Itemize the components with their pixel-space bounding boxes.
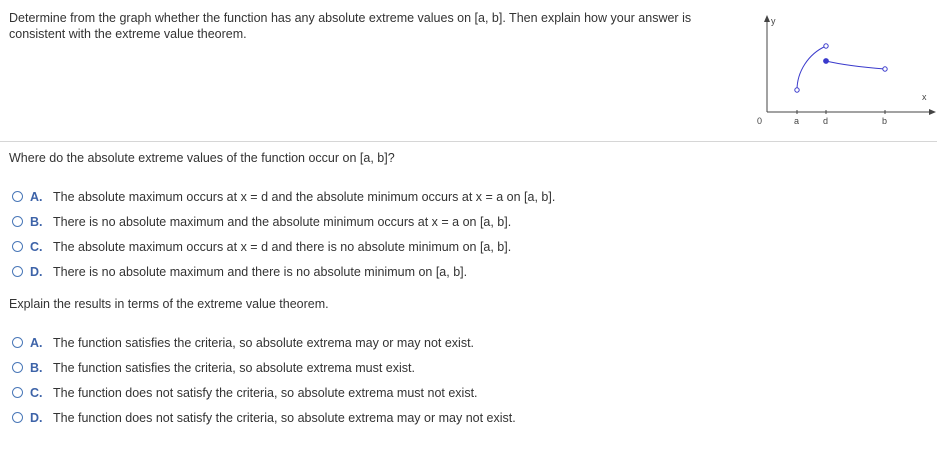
option-letter: B. bbox=[30, 214, 43, 229]
curve-left-piece bbox=[797, 46, 826, 90]
radio-button[interactable] bbox=[12, 216, 23, 227]
radio-button[interactable] bbox=[12, 337, 23, 348]
option-letter: D. bbox=[30, 410, 43, 425]
closed-point-at-d bbox=[824, 59, 829, 64]
part1-option-b[interactable] bbox=[12, 209, 555, 234]
open-point-at-b bbox=[883, 67, 887, 71]
option-letter: D. bbox=[30, 264, 43, 279]
radio-button[interactable] bbox=[12, 241, 23, 252]
option-letter: A. bbox=[30, 335, 43, 350]
radio-button[interactable] bbox=[12, 412, 23, 423]
x-axis-arrow bbox=[929, 109, 936, 115]
option-letter: A. bbox=[30, 189, 43, 204]
part1-prompt: Where do the absolute extreme values of the function occur on [a, b]? bbox=[9, 151, 395, 165]
part1-options bbox=[12, 184, 555, 284]
option-text: The absolute maximum occurs at x = d and there is no absolute minimum on [a, b]. bbox=[53, 239, 512, 254]
option-text: There is no absolute maximum and the absolute minimum occurs at x = a on [a, b]. bbox=[53, 214, 512, 229]
function-graph bbox=[752, 10, 937, 130]
radio-button[interactable] bbox=[12, 191, 23, 202]
option-text: The function satisfies the criteria, so absolute extrema may or may not exist. bbox=[53, 335, 475, 350]
question-text: Determine from the graph whether the function has any absolute extreme values on [a, b]. Then explain how your answer is consistent with the extreme value theorem. bbox=[9, 11, 692, 41]
open-point-at-d-top bbox=[824, 44, 828, 48]
radio-button[interactable] bbox=[12, 387, 23, 398]
part2-prompt: Explain the results in terms of the extreme value theorem. bbox=[9, 297, 329, 311]
section-divider bbox=[0, 141, 937, 142]
option-text: The function does not satisfy the criteria, so absolute extrema must not exist. bbox=[53, 385, 478, 400]
option-letter: C. bbox=[30, 385, 43, 400]
tick-a-label: a bbox=[794, 116, 800, 126]
open-point-at-a bbox=[795, 88, 799, 92]
option-text: The absolute maximum occurs at x = d and the absolute minimum occurs at x = a on [a, b]. bbox=[53, 189, 556, 204]
option-text: The function does not satisfy the criteria, so absolute extrema may or may not exist. bbox=[53, 410, 516, 425]
x-axis-label: x bbox=[922, 92, 927, 102]
option-text: The function satisfies the criteria, so absolute extrema must exist. bbox=[53, 360, 415, 375]
option-letter: B. bbox=[30, 360, 43, 375]
part2-options bbox=[12, 330, 516, 430]
tick-d-label: d bbox=[823, 116, 829, 126]
part1-option-c[interactable] bbox=[12, 234, 555, 259]
part1-option-d[interactable] bbox=[12, 259, 555, 284]
y-axis-arrow bbox=[764, 15, 770, 22]
option-text: There is no absolute maximum and there is no absolute minimum on [a, b]. bbox=[53, 264, 468, 279]
radio-button[interactable] bbox=[12, 362, 23, 373]
part2-option-a[interactable] bbox=[12, 330, 516, 355]
tick-b-label: b bbox=[882, 116, 888, 126]
curve-right-piece bbox=[826, 61, 885, 69]
part2-option-c[interactable] bbox=[12, 380, 516, 405]
part1-option-a[interactable] bbox=[12, 184, 555, 209]
part2-option-b[interactable] bbox=[12, 355, 516, 380]
radio-button[interactable] bbox=[12, 266, 23, 277]
part2-option-d[interactable] bbox=[12, 405, 516, 430]
y-axis-label: y bbox=[771, 16, 776, 26]
origin-label: 0 bbox=[757, 116, 763, 126]
option-letter: C. bbox=[30, 239, 43, 254]
